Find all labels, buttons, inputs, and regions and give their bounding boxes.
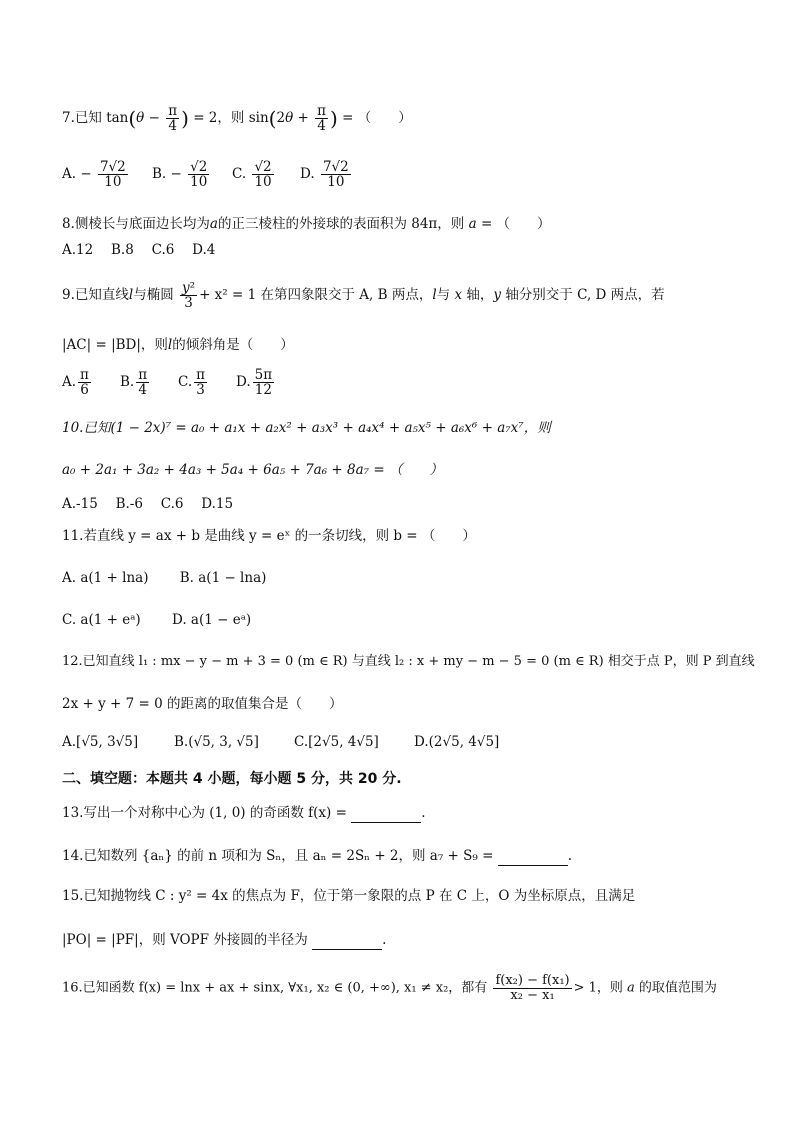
q7-frac2 [315,104,328,133]
q7-option-b [152,160,232,189]
q9-option-b-frac [136,368,149,397]
q9-option-b-num: π [138,367,148,383]
q9-option-a-label: A. [62,374,77,391]
q7-frac2-num: π [317,103,326,119]
q7-option-d [300,160,353,189]
q7-option-b-num: √2 [190,159,208,175]
q9-option-c [178,368,236,397]
q12-option-b-text: (√5, 3, √5] [188,734,259,750]
q9-text-b: 与椭圆 [133,287,174,304]
q11-options-2: C. a(1 + eᵃ) D. a(1 − eᵃ) [62,612,252,628]
q16-text-c: 的取值范围为 [638,980,717,996]
q15-line2 [62,929,386,950]
q12-option-a-text: [√5, 3√5] [76,734,139,750]
q7-frac-pi-4 [166,104,179,133]
q8-options: A.12 B.8 C.6 D.4 [62,242,216,258]
q12-option-c-text: [2√5, 4√5] [308,734,379,750]
question-13 [62,802,425,823]
q12-line2: 2x + y + 7 = 0 的距离的取值集合是（ ） [62,696,343,712]
q9-option-d-den: 12 [254,382,272,399]
question-14 [62,845,572,866]
q9-option-d-label: D. [236,374,251,391]
q8-text-b: 的正三棱柱的外接球的表面积为 84π，则 [217,216,465,232]
q7-prefix: 7.已知 [62,110,102,127]
q7-option-c-label: C. [232,166,247,183]
q13-text: 13.写出一个对称中心为 (1, 0) 的奇函数 f(x) = [62,805,347,821]
q9-line2: |AC| = |BD|，则l的倾斜角是（ ） [62,337,294,353]
q10-options: A.-15 B.-6 C.6 D.15 [62,496,234,512]
q12-option-b-label: B. [174,734,189,750]
q14-tail: . [567,848,573,864]
q9-option-a-frac [78,368,91,397]
q16-text-a: 16.已知函数 f(x) = lnx + ax + sinx, ∀x₁, x₂ ∈ (0, +∞), x₁ ≠ x₂，都有 [62,980,488,996]
q7-option-d-label: D. [300,166,315,183]
q12-option-c-label: C. [294,734,309,750]
q7-options [62,160,353,189]
q14-answer-blank[interactable] [498,845,568,866]
q7-option-c-den: 10 [254,174,272,191]
q7-option-b-sign: − [170,166,182,183]
q7-option-d-frac [321,160,351,189]
q12-line1: 12.已知直线 l₁ : mx − y − m + 3 = 0 (m ∈ R) 与直线 l₂ : x + my − m − 5 = 0 (m ∈ R) 相交于点 P，则 P 到直线 [62,654,755,669]
q16-frac [493,974,571,1002]
q12-option-a [62,734,174,750]
q9-option-a-num: π [80,367,89,383]
q7-condition-tail: = 2，则 [193,110,245,127]
q12-options [62,734,499,750]
q12-option-d-text: (2√5, 4√5] [428,734,500,750]
q9-option-c-num: π [196,367,206,383]
section-2-heading: 二、填空题：本题共 4 小题，每小题 5 分，共 20 分. [62,771,402,787]
q7-frac-num: π [168,103,178,119]
q11-line1: 11.若直线 y = ax + b 是曲线 y = eˣ 的一条切线，则 b = （ ） [62,528,476,544]
q16-frac-den: x₂ − x₁ [510,987,555,1003]
q7-option-a-frac [98,160,128,189]
q7-option-b-label: B. [152,166,167,183]
q8-text-a: 8.侧棱长与底面边长均为 [62,216,210,232]
q9-text-a: 9.已知直线 [62,287,129,304]
q9-line2-a: |AC| = |BD|，则 [62,337,168,353]
q7-option-c-num: √2 [254,159,272,175]
q9-option-a-den: 6 [80,382,89,399]
q9-option-d [236,368,276,397]
q12-option-d [414,734,499,750]
q7-option-b-frac [188,160,209,189]
q9-ellipse-frac: $\frac{\text{y²}}{3}$ [182,280,196,312]
q10-line2: a₀ + 2a₁ + 3a₂ + 4a₃ + 5a₄ + 6a₅ + 7a₆ + 8a₇ = （ ） [62,462,443,478]
q9-option-d-num: 5π [254,367,273,383]
q7-option-a [62,160,152,189]
q7-option-a-den: 10 [104,174,122,191]
q15-line2-text: |PO| = |PF|，则 VOPF 外接圆的半径为 [62,932,308,948]
q16-text-b: > 1，则 [573,980,623,996]
q7-option-a-label: A. [62,166,77,183]
q9-option-d-frac [253,368,274,397]
q7-option-a-sign: − [80,166,92,183]
q9-option-c-label: C. [178,374,193,391]
q9-text-e: 轴， [466,287,494,304]
q12-option-a-label: A. [62,734,77,750]
q7-frac2-den: 4 [317,118,326,135]
q13-answer-blank[interactable] [351,802,421,823]
q7-option-b-den: 10 [190,174,208,191]
q9-option-c-frac [194,368,207,397]
q10-line1: 10.已知(1 − 2x)⁷ = a₀ + a₁x + a₂x² + a₃x³ + a₄x⁴ + a₅x⁵ + a₆x⁶ + a₇x⁷，则 [62,420,551,436]
question-9: 9.已知直线l与椭圆 $\frac{\text{y²}}{3}$ + x² = 1 在第四象限交于 A, B 两点，l与 x 轴，y 轴分别交于 C, D 两点，若 [62,280,665,312]
question-16: 16.已知函数 f(x) = lnx + ax + sinx, ∀x₁, x₂ ∈ (0, +∞), x₁ ≠ x₂，都有 $\frac{\text{f(x₂) − f(x₁)}}{\text{x₂ − x₁}}$ > 1，则 a 的取值范围为 [62,973,717,1003]
q9-option-b [120,368,178,397]
q12-option-c [294,734,414,750]
q7-tan-expr: tan(θ − $\frac{\pi}{4}$ ) [106,103,189,135]
question-8: 8.侧棱长与底面边长均为a的正三棱柱的外接球的表面积为 84π，则 a = （ ） [62,216,551,232]
q9-options [62,368,276,397]
q15-tail: . [382,932,387,948]
q9-text-d: 与 [436,287,451,304]
q9-text-c: + x² = 1 在第四象限交于 A, B 两点， [199,287,433,304]
q12-option-d-label: D. [414,734,429,750]
q7-option-a-num: 7√2 [99,159,126,175]
q7-option-d-den: 10 [327,174,345,191]
question-7 [62,104,412,133]
q9-option-b-den: 4 [138,382,147,399]
q7-option-c-frac [252,160,273,189]
q7-option-d-num: 7√2 [322,159,349,175]
q11-options-1: A. a(1 + lna) B. a(1 − lna) [62,570,267,586]
q8-text-c: = （ ） [480,216,551,232]
q7-sin-expr: sin(2θ + $\frac{\pi}{4}$ ) [248,103,338,135]
q7-ask-tail: = （ ） [342,110,412,127]
q9-text-f: 轴分别交于 C, D 两点，若 [505,287,665,304]
q7-option-c [232,160,300,189]
q9-option-a [62,368,120,397]
q9-line2-tail: 的倾斜角是（ ） [172,337,294,353]
q12-option-b [174,734,294,750]
q9-option-c-den: 3 [196,382,205,399]
q16-frac-num: f(x₂) − f(x₁) [495,973,570,988]
q7-frac-den: 4 [168,118,177,135]
q13-tail: . [421,805,426,821]
q9-option-b-label: B. [120,374,135,391]
q15-line1: 15.已知抛物线 C : y² = 4x 的焦点为 F，位于第一象限的点 P 在 C 上，O 为坐标原点，且满足 [62,888,636,904]
q14-text: 14.已知数列 {aₙ} 的前 n 项和为 Sₙ，且 aₙ = 2Sₙ + 2，则 a₇ + S₉ = [62,848,494,864]
q15-answer-blank[interactable] [312,929,382,950]
